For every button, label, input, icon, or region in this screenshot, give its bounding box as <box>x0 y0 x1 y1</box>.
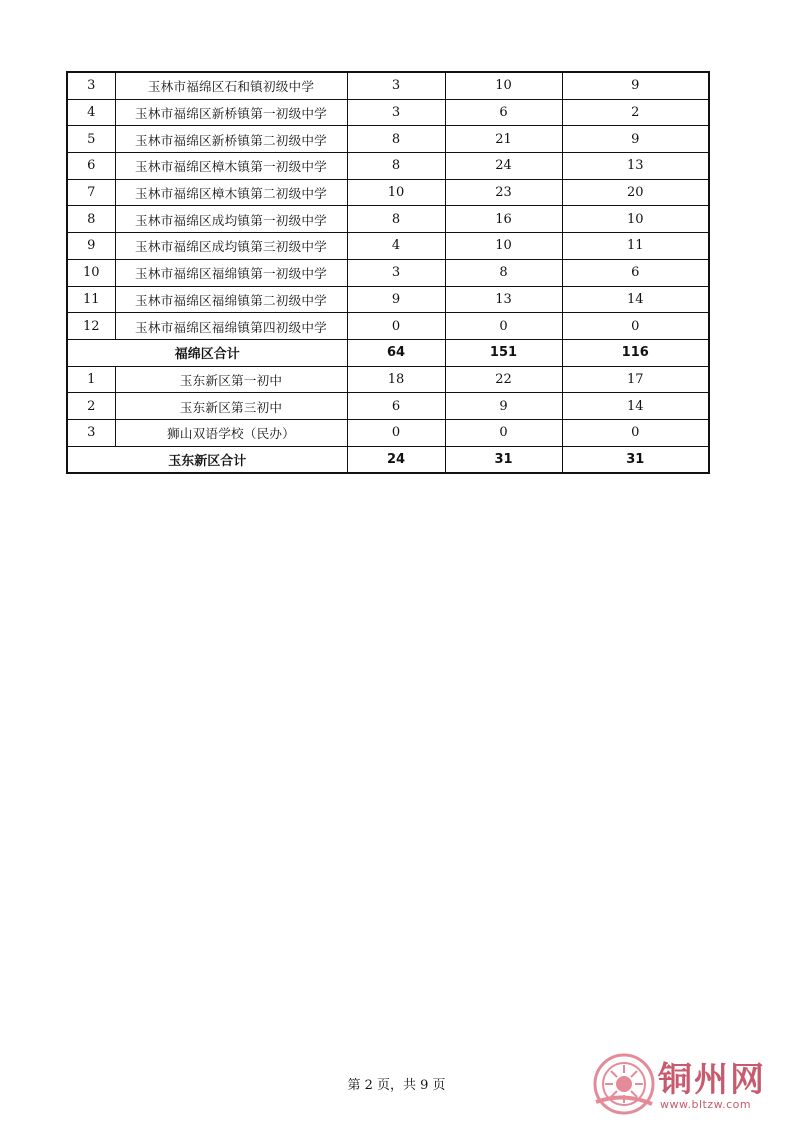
school-name: 玉林市福绵区樟木镇第二初级中学 <box>115 179 347 206</box>
count-col1: 9 <box>347 286 445 313</box>
count-col1: 0 <box>347 313 445 340</box>
row-number: 1 <box>67 366 115 393</box>
count-col1: 8 <box>347 206 445 233</box>
count-col1: 6 <box>347 393 445 420</box>
count-col2: 0 <box>445 419 562 446</box>
row-number: 7 <box>67 179 115 206</box>
row-number: 9 <box>67 233 115 260</box>
table-row <box>67 286 709 313</box>
count-col2: 16 <box>445 206 562 233</box>
count-col3: 0 <box>562 419 709 446</box>
count-col3: 14 <box>562 286 709 313</box>
count-col2: 6 <box>445 99 562 126</box>
count-col1: 0 <box>347 419 445 446</box>
row-number: 4 <box>67 99 115 126</box>
table-row <box>67 419 709 446</box>
count-col1: 18 <box>347 366 445 393</box>
count-col1: 3 <box>347 99 445 126</box>
table-row <box>67 233 709 260</box>
school-name: 玉林市福绵区福绵镇第四初级中学 <box>115 313 347 340</box>
row-number: 3 <box>67 419 115 446</box>
watermark <box>592 1050 788 1118</box>
subtotal-label: 福绵区合计 <box>67 339 347 366</box>
school-name: 玉林市福绵区石和镇初级中学 <box>115 72 347 99</box>
count-col1: 3 <box>347 72 445 99</box>
seal-logo-icon <box>592 1052 656 1116</box>
table-row <box>67 313 709 340</box>
table-row <box>67 179 709 206</box>
count-col3: 2 <box>562 99 709 126</box>
school-stats-table <box>66 71 710 474</box>
table-row <box>67 99 709 126</box>
count-col2: 23 <box>445 179 562 206</box>
count-col2: 13 <box>445 286 562 313</box>
school-name: 玉林市福绵区成均镇第一初级中学 <box>115 206 347 233</box>
school-name: 玉东新区第三初中 <box>115 393 347 420</box>
count-col2: 10 <box>445 233 562 260</box>
school-name: 玉林市福绵区新桥镇第二初级中学 <box>115 126 347 153</box>
school-name: 玉林市福绵区成均镇第三初级中学 <box>115 233 347 260</box>
table-row <box>67 206 709 233</box>
count-col3: 17 <box>562 366 709 393</box>
count-col3: 10 <box>562 206 709 233</box>
row-number: 10 <box>67 259 115 286</box>
school-name: 玉林市福绵区新桥镇第一初级中学 <box>115 99 347 126</box>
count-col3: 116 <box>562 339 709 366</box>
row-number: 8 <box>67 206 115 233</box>
school-name: 玉林市福绵区樟木镇第一初级中学 <box>115 153 347 180</box>
row-number: 6 <box>67 153 115 180</box>
count-col3: 31 <box>562 446 709 473</box>
school-name: 玉林市福绵区福绵镇第二初级中学 <box>115 286 347 313</box>
count-col2: 8 <box>445 259 562 286</box>
count-col1: 3 <box>347 259 445 286</box>
count-col3: 6 <box>562 259 709 286</box>
school-name: 玉林市福绵区福绵镇第一初级中学 <box>115 259 347 286</box>
row-number: 5 <box>67 126 115 153</box>
count-col1: 8 <box>347 126 445 153</box>
count-col2: 22 <box>445 366 562 393</box>
row-number: 2 <box>67 393 115 420</box>
count-col1: 24 <box>347 446 445 473</box>
row-number: 11 <box>67 286 115 313</box>
school-name: 狮山双语学校（民办） <box>115 419 347 446</box>
count-col2: 9 <box>445 393 562 420</box>
subtotal-row <box>67 339 709 366</box>
count-col3: 14 <box>562 393 709 420</box>
school-name: 玉东新区第一初中 <box>115 366 347 393</box>
count-col1: 10 <box>347 179 445 206</box>
table-row <box>67 393 709 420</box>
count-col1: 8 <box>347 153 445 180</box>
count-col1: 4 <box>347 233 445 260</box>
count-col2: 24 <box>445 153 562 180</box>
page-number-footer: 第 2 页，共 9 页 <box>347 1078 446 1093</box>
row-number: 3 <box>67 72 115 99</box>
table-body <box>67 72 709 473</box>
count-col3: 11 <box>562 233 709 260</box>
row-number: 12 <box>67 313 115 340</box>
watermark-url: www.bltzw.com <box>660 1098 752 1111</box>
count-col2: 10 <box>445 72 562 99</box>
count-col2: 31 <box>445 446 562 473</box>
count-col2: 151 <box>445 339 562 366</box>
count-col3: 13 <box>562 153 709 180</box>
count-col2: 21 <box>445 126 562 153</box>
watermark-brand: 铜州网 <box>658 1060 766 1100</box>
count-col2: 0 <box>445 313 562 340</box>
table-row <box>67 72 709 99</box>
count-col3: 9 <box>562 126 709 153</box>
table-row <box>67 366 709 393</box>
table-row <box>67 126 709 153</box>
count-col3: 0 <box>562 313 709 340</box>
count-col1: 64 <box>347 339 445 366</box>
subtotal-label: 玉东新区合计 <box>67 446 347 473</box>
table-row <box>67 259 709 286</box>
subtotal-row <box>67 446 709 473</box>
count-col3: 20 <box>562 179 709 206</box>
table-row <box>67 153 709 180</box>
count-col3: 9 <box>562 72 709 99</box>
